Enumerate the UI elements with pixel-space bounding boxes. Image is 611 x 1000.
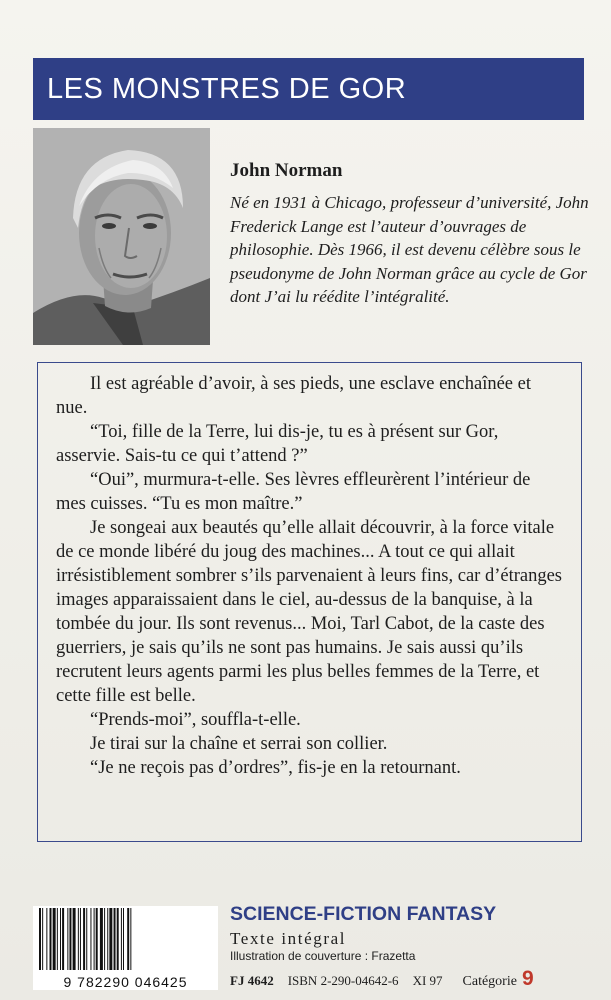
illustration-credit: Illustration de couverture : Frazetta	[230, 949, 416, 963]
barcode-bar	[107, 908, 108, 970]
barcode-bar	[117, 908, 119, 970]
blurb-paragraph: “Oui”, murmura-t-elle. Ses lèvres effleurèrent l’intérieur de mes cuisses. “Tu es mon maître.”	[56, 470, 531, 514]
print-date: XI 97	[412, 973, 443, 988]
author-bio: Né en 1931 à Chicago, professeur d’université, John Frederick Lange est l’auteur d’ouvrages de philosophie. Dès 1966, il est devenu célèbre sous le pseudonyme de John Norman grâce au cycle de Gor dont J’ai lu réédite l’intégralité.	[230, 193, 589, 306]
barcode-bar	[53, 908, 56, 970]
barcode-bar	[123, 908, 124, 970]
barcode-bar	[94, 908, 95, 970]
blurb-paragraph: Il est agréable d’avoir, à ses pieds, une esclave enchaînée et nue.	[56, 374, 531, 418]
barcode-bar	[96, 908, 98, 970]
barcode-bar	[80, 908, 81, 970]
barcode-bar	[127, 908, 129, 970]
edition-label: Texte intégral	[230, 929, 347, 948]
barcode-bar	[83, 908, 85, 970]
title-banner	[33, 58, 584, 120]
barcode-icon	[33, 906, 218, 990]
isbn: ISBN 2-290-04642-6	[287, 973, 399, 988]
barcode-bar	[109, 908, 112, 970]
author-name: John Norman	[230, 160, 343, 181]
category-number: 9	[521, 967, 534, 990]
barcode-bar	[114, 908, 116, 970]
publication-info	[230, 967, 580, 991]
barcode-bar	[104, 908, 105, 970]
barcode-bar	[78, 908, 79, 970]
barcode-bar	[69, 908, 71, 970]
barcode-bar	[62, 908, 64, 970]
author-portrait-icon	[33, 128, 210, 345]
barcode-bar	[130, 908, 131, 970]
blurb-paragraph: Je songeai aux beautés qu’elle allait découvrir, à la force vitale de ce monde libéré du joug des machines... A tout ce qui allait irrésistiblement sombrer s’ils parvenaient à leurs fins, car d’étranges images apparaissaient dans le ciel, au-dessus de la banquise, à la tombée du jour. Ils sont revenus... Moi, Tarl Cabot, de la caste des guerriers, je sais qu’ils ne sont pas humains. Je sais aussi qu’ils recrutent leurs agents parmi les plus belles femmes de la Terre, et cette fille est belle.	[56, 518, 563, 706]
blurb-paragraph: Je tirai sur la chaîne et serrai son collier.	[90, 734, 388, 754]
barcode-bar	[60, 908, 61, 970]
blurb-box	[37, 362, 582, 842]
barcode-bar	[50, 908, 52, 970]
blurb-paragraph: “Prends-moi”, souffla-t-elle.	[90, 710, 301, 730]
barcode-bar	[100, 908, 103, 970]
barcode-bar	[46, 908, 47, 970]
barcode-bar	[121, 908, 122, 970]
blurb-paragraph: “Je ne reçois pas d’ordres”, fis-je en la retournant.	[90, 758, 461, 778]
barcode-bar	[42, 908, 43, 970]
barcode-bar	[39, 908, 41, 970]
barcode-bar	[86, 908, 87, 970]
catalog-ref: FJ 4642	[230, 973, 274, 988]
barcode-bar	[90, 908, 91, 970]
barcode-digits: 9 782290 046425	[63, 974, 188, 990]
blurb-paragraph: “Toi, fille de la Terre, lui dis-je, tu es à présent sur Gor, asservie. Sais-tu ce qui t’attend ?”	[56, 422, 499, 466]
barcode-bar	[57, 908, 58, 970]
series-label: SCIENCE-FICTION FANTASY	[230, 903, 497, 925]
barcode-bar	[67, 908, 68, 970]
category-label: Catégorie	[462, 974, 517, 989]
book-title: LES MONSTRES DE GOR	[47, 72, 407, 105]
barcode-bar	[73, 908, 76, 970]
